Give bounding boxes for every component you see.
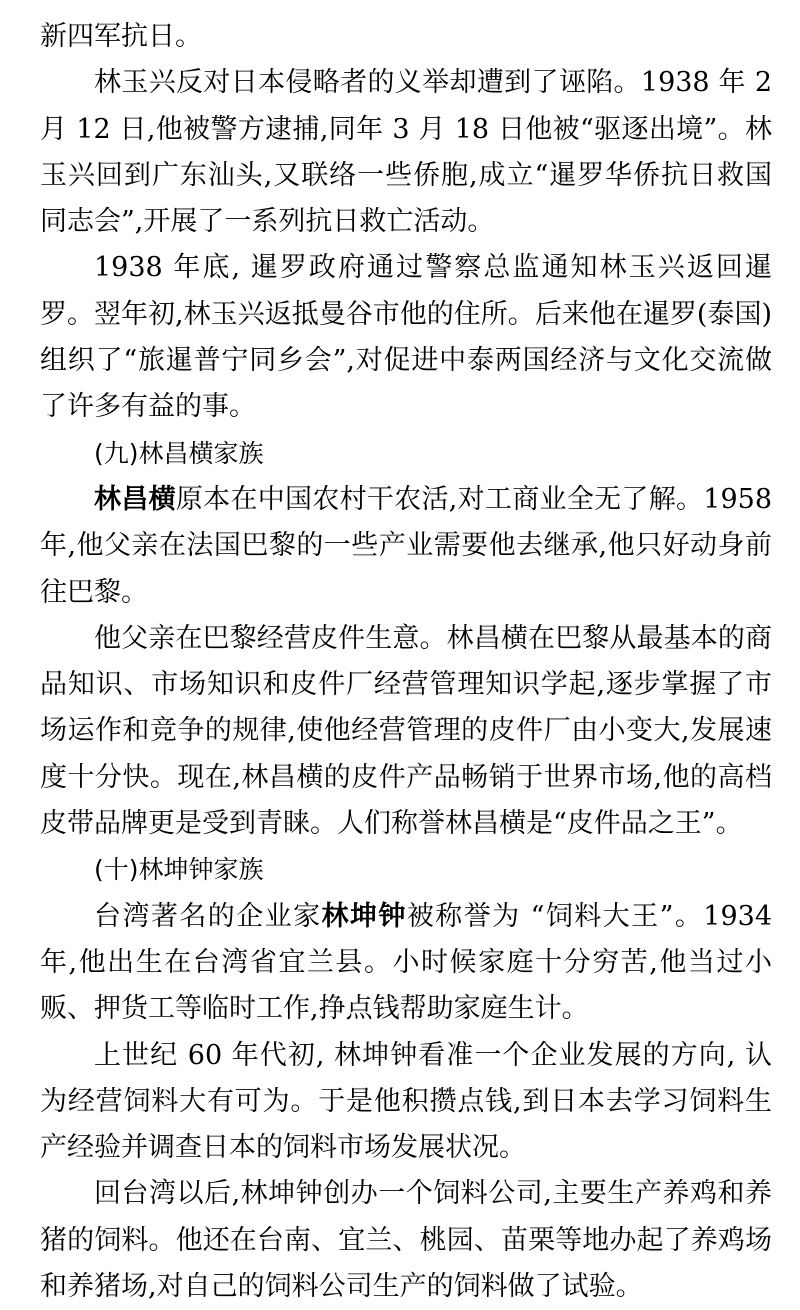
paragraph-lin-yuxing-return [40, 245, 772, 430]
paragraph-lin-kunzhong-japan [40, 1033, 772, 1172]
paragraph-lin-changheng-intro [40, 477, 772, 616]
paragraph-text: 林玉兴反对日本侵略者的义举却遭到了诬陷。1938 年 2 月 12 日,他被警方逮捕,同年 3 月 18 日他被“驱逐出境”。林玉兴回到广东汕头,又联络一些侨胞,成立“暹罗华侨抗日救国同志会”,开展了一系列抗日救亡活动。 [40, 67, 772, 238]
paragraph-lin-changheng-business [40, 616, 772, 847]
paragraph-lin-yuxing-arrest [40, 60, 772, 245]
paragraph-text: 1938 年底, 暹罗政府通过警察总监通知林玉兴返回暹罗。翌年初,林玉兴返抵曼谷市他的住所。后来他在暹罗(泰国)组织了“旅暹普宁同乡会”,对促进中泰两国经济与文化交流做了许多有益的事。 [40, 252, 772, 423]
paragraph-text: 新四军抗日。 [40, 21, 202, 52]
bold-person-name: 林坤钟 [321, 900, 407, 932]
paragraph-text: 原本在中国农村干农活,对工商业全无了解。1958 年,他父亲在法国巴黎的一些产业需要他去继承,他只好动身前往巴黎。 [40, 483, 772, 608]
paragraph-text: 上世纪 60 年代初, 林坤钟看准一个企业发展的方向, 认为经营饲料大有可为。于是他积攒点钱,到日本去学习饲料生产经验并调查日本的饲料市场发展状况。 [40, 1039, 772, 1164]
section-heading-lin-kunzhong [40, 847, 772, 893]
paragraph-lin-kunzhong-company [40, 1171, 772, 1310]
heading-text: (十)林坤钟家族 [94, 855, 264, 885]
heading-text: (九)林昌横家族 [94, 438, 264, 468]
section-heading-lin-changheng [40, 431, 772, 477]
bold-person-name: 林昌横 [94, 483, 176, 515]
paragraph-lin-kunzhong-intro [40, 894, 772, 1033]
paragraph-continuation [40, 14, 772, 60]
paragraph-text: 被称誉为 “饲料大王”。1934 年,他出生在台湾省宜兰县。小时候家庭十分穷苦,他当过小贩、押货工等临时工作,挣点钱帮助家庭生计。 [40, 900, 773, 1025]
paragraph-text: 回台湾以后,林坤钟创办一个饲料公司,主要生产养鸡和养猪的饲料。他还在台南、宜兰、桃园、苗栗等地办起了养鸡场和养猪场,对自己的饲料公司生产的饲料做了试验。 [40, 1178, 772, 1303]
paragraph-text: 他父亲在巴黎经营皮件生意。林昌横在巴黎从最基本的商品知识、市场知识和皮件厂经营管理知识学起,逐步掌握了市场运作和竞争的规律,使他经营管理的皮件厂由小变大,发展速度十分快。现在,林昌横的皮件产品畅销于世界市场,他的高档皮带品牌更是受到青睐。人们称誉林昌横是“皮件品之王”。 [40, 622, 772, 840]
paragraph-text: 台湾著名的企业家 [94, 900, 322, 932]
